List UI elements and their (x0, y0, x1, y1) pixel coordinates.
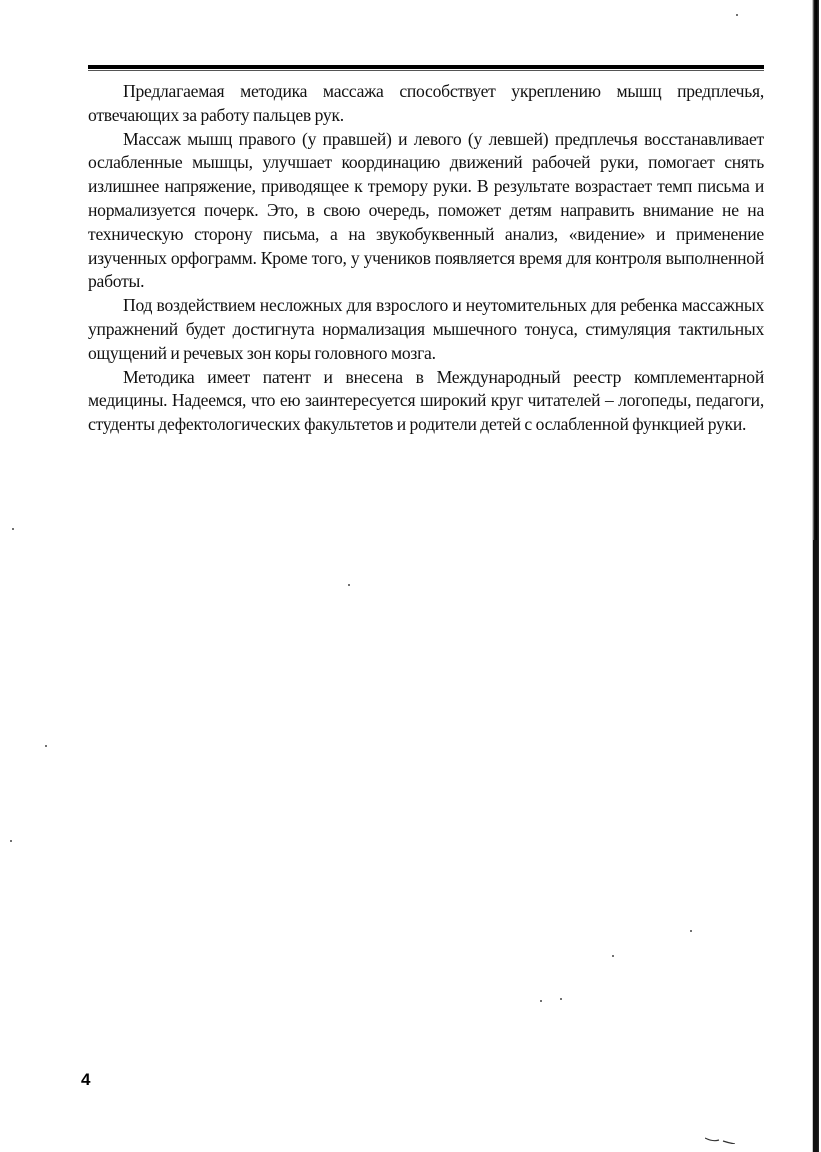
header-rule (88, 65, 764, 69)
scan-speck (540, 1000, 542, 1002)
scan-speck (10, 840, 12, 842)
scan-speck (348, 584, 350, 586)
page-binding-edge-lower (813, 540, 817, 1152)
paragraph-2: Массаж мышц правого (у правшей) и левого (у левшей) предплечья восстанавливает ослабленные мышцы, улучшает координацию движений рабочей руки, помогает снять излишнее напряжение, приводящее к тремору руки. В результате возрастает темп письма и нормализуется почерк. Это, в свою очередь, поможет детям направить внимание не на техническую сторону письма, а на звукобуквенный анализ, «видение» и применение изученных орфограмм. Кроме того, у учеников появляется время для контроля выполненной работы. (88, 128, 764, 292)
scan-speck (560, 998, 562, 1000)
paragraph-1: Предлагаемая методика массажа способствует укреплению мышц предплечья, отвечающих за работу пальцев рук. (88, 81, 764, 125)
body-text (88, 80, 764, 437)
paragraph-3: Под воздействием несложных для взрослого и неутомительных для ребенка массажных упражнений будет достигнута нормализация мышечного тонуса, стимуляция тактильных ощущений и речевых зон коры головного мозга. (88, 295, 764, 363)
scan-speck (45, 745, 47, 747)
scan-speck (690, 930, 692, 932)
page-number: 4 (81, 1070, 91, 1089)
scan-speck (612, 955, 614, 957)
scan-mark (705, 1136, 735, 1144)
paragraph-4: Методика имеет патент и внесена в Международный реестр комплементарной медицины. Надеемся, что ею заинтересуется широкий круг читателей – логопеды, педагоги, студенты дефектологических факультетов и родители детей с ослабленной функцией руки. (88, 366, 764, 435)
header-rule-thin (88, 70, 764, 71)
scan-speck (12, 528, 14, 530)
scan-speck (736, 14, 738, 16)
